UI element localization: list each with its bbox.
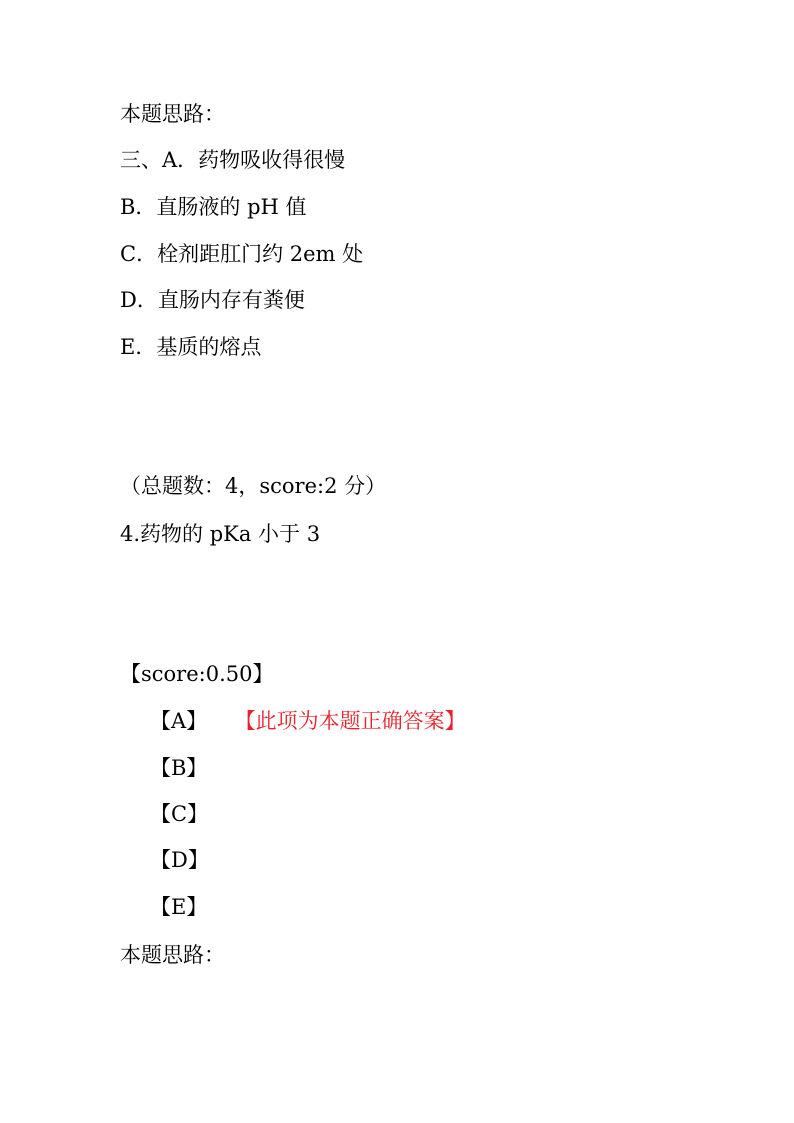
option-c: 【C】 — [150, 802, 209, 826]
explanation-label-bottom: 本题思路： — [120, 943, 225, 967]
item-b: B．直肠液的 pH 值 — [120, 195, 307, 219]
explanation-label-top: 本题思路： — [120, 102, 225, 126]
question-meta: （总题数：4，score:2 分） — [120, 474, 387, 498]
option-e: 【E】 — [150, 895, 208, 919]
item-e: E．基质的熔点 — [120, 335, 262, 359]
option-b: 【B】 — [150, 756, 208, 780]
item-c: C．栓剂距肛门约 2em 处 — [120, 242, 364, 266]
correct-answer-marker: 【此项为本题正确答案】 — [245, 709, 466, 733]
question-text: 4.药物的 pKa 小于 3 — [120, 522, 321, 546]
section-line: 三、A．药物吸收得很慢 — [120, 148, 346, 172]
option-a-label: 【A】 — [150, 709, 208, 733]
score-label: 【score:0.50】 — [120, 662, 274, 686]
option-a — [150, 707, 466, 735]
item-d: D．直肠内存有粪便 — [120, 288, 305, 312]
option-d: 【D】 — [150, 848, 209, 872]
